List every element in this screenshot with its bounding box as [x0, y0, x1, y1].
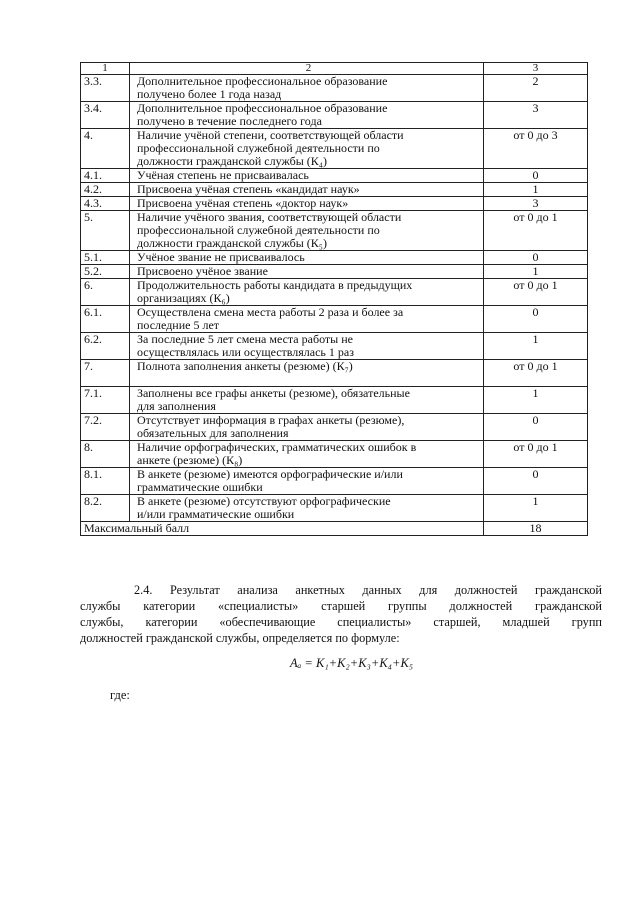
row-score: 0 [484, 169, 588, 183]
row-description [130, 211, 484, 251]
where-label: где: [110, 688, 130, 702]
row-number: 7. [81, 360, 130, 387]
row-description [130, 251, 484, 265]
row-description [130, 333, 484, 360]
description-line: для заполнения [137, 399, 216, 413]
row-number: 4.3. [81, 197, 130, 211]
row-score: от 0 до 1 [484, 441, 588, 468]
description-line: получено в течение последнего года [137, 114, 322, 128]
score-table [80, 62, 588, 536]
table-row [81, 468, 588, 495]
description-line: Присвоено учёное звание [137, 264, 268, 278]
row-description [130, 169, 484, 183]
description-line: Наличие учёной степени, соответствующей области [137, 128, 404, 142]
table-row [81, 360, 588, 387]
row-number: 4.1. [81, 169, 130, 183]
description-line: Присвоена учёная степень «кандидат наук» [137, 182, 360, 196]
row-description [130, 102, 484, 129]
description-line: профессиональной служебной деятельности по [137, 141, 380, 155]
table-row [81, 129, 588, 169]
row-number: 8. [81, 441, 130, 468]
description-line: В анкете (резюме) имеются орфографические и/или [137, 467, 403, 481]
row-number: 7.2. [81, 414, 130, 441]
row-description [130, 495, 484, 522]
description-line: Наличие учёного звания, соответствующей области [137, 210, 402, 224]
formula: Aₐ = K₁+K₂+K₃+K₄+K₅ [290, 656, 414, 670]
description-line: Дополнительное профессиональное образование [137, 101, 388, 115]
row-description [130, 129, 484, 169]
row-number: 3.4. [81, 102, 130, 129]
row-description [130, 265, 484, 279]
description-line: Заполнены все графы анкеты (резюме), обязательные [137, 386, 410, 400]
row-number: 7.1. [81, 387, 130, 414]
paragraph-line: службы, категории «обеспечивающие специалисты» старшей, младшей групп [80, 615, 602, 629]
row-score: от 0 до 1 [484, 360, 588, 387]
description-line: Полнота заполнения анкеты (резюме) (К₇) [137, 359, 353, 373]
row-score: 0 [484, 251, 588, 265]
row-score: 1 [484, 265, 588, 279]
description-line: осуществлялась или осуществлялась 1 раз [137, 345, 354, 359]
row-score: 3 [484, 197, 588, 211]
row-description [130, 197, 484, 211]
description-line: Учёная степень не присваивалась [137, 168, 309, 182]
table-row [81, 279, 588, 306]
description-line: грамматические ошибки [137, 480, 263, 494]
header-cell: 1 [81, 63, 130, 75]
header-cell: 3 [484, 63, 588, 75]
row-score: 1 [484, 183, 588, 197]
table-row [81, 75, 588, 102]
row-score: 0 [484, 468, 588, 495]
row-score: 3 [484, 102, 588, 129]
table-row [81, 333, 588, 360]
description-line: Дополнительное профессиональное образование [137, 74, 388, 88]
description-line: должности гражданской службы (К₄) [137, 154, 327, 168]
description-line: должности гражданской службы (К₅) [137, 236, 327, 250]
row-description [130, 279, 484, 306]
total-row [81, 522, 588, 536]
paragraph-line: службы категории «специалисты» старшей группы должностей гражданской [80, 599, 602, 613]
table-row [81, 169, 588, 183]
row-number: 5.1. [81, 251, 130, 265]
table-row [81, 441, 588, 468]
table-row [81, 306, 588, 333]
total-score: 18 [484, 522, 588, 536]
row-number: 4. [81, 129, 130, 169]
description-line: Присвоена учёная степень «доктор наук» [137, 196, 349, 210]
table-header-row [81, 63, 588, 75]
table-row [81, 414, 588, 441]
total-label: Максимальный балл [81, 522, 484, 536]
table-row [81, 251, 588, 265]
description-line: Отсутствует информация в графах анкеты (резюме), [137, 413, 405, 427]
row-description [130, 183, 484, 197]
description-line [137, 373, 480, 386]
row-description [130, 75, 484, 102]
row-score: от 0 до 1 [484, 279, 588, 306]
row-number: 5. [81, 211, 130, 251]
description-line: Осуществлена смена места работы 2 раза и более за [137, 305, 404, 319]
row-description [130, 414, 484, 441]
description-line: последние 5 лет [137, 318, 220, 332]
table-row [81, 265, 588, 279]
table-row [81, 102, 588, 129]
row-description [130, 468, 484, 495]
table-row [81, 211, 588, 251]
row-number: 8.1. [81, 468, 130, 495]
row-score: от 0 до 3 [484, 129, 588, 169]
row-score: 0 [484, 306, 588, 333]
table-row [81, 183, 588, 197]
description-line: Наличие орфографических, грамматических ошибок в [137, 440, 417, 454]
row-description [130, 441, 484, 468]
row-number: 6.2. [81, 333, 130, 360]
description-line: Учёное звание не присваивалось [137, 250, 305, 264]
table-row [81, 387, 588, 414]
description-line: В анкете (резюме) отсутствуют орфографические [137, 494, 391, 508]
row-number: 6. [81, 279, 130, 306]
table-row [81, 495, 588, 522]
description-line: организациях (К₆) [137, 291, 230, 305]
description-line: За последние 5 лет смена места работы не [137, 332, 353, 346]
row-description [130, 387, 484, 414]
description-line: получено более 1 года назад [137, 87, 282, 101]
paragraph-line: должностей гражданской службы, определяется по формуле: [80, 631, 400, 645]
row-score: 1 [484, 387, 588, 414]
description-line: анкете (резюме) (К₈) [137, 453, 243, 467]
row-score: 1 [484, 495, 588, 522]
row-number: 3.3. [81, 75, 130, 102]
description-line: Продолжительность работы кандидата в предыдущих [137, 278, 413, 292]
row-number: 6.1. [81, 306, 130, 333]
paragraph-line: 2.4. Результат анализа анкетных данных для должностей гражданской [134, 583, 602, 597]
description-line: и/или грамматические ошибки [137, 507, 295, 521]
row-number: 5.2. [81, 265, 130, 279]
description-line: профессиональной служебной деятельности по [137, 223, 380, 237]
row-score: от 0 до 1 [484, 211, 588, 251]
description-line: обязательных для заполнения [137, 426, 289, 440]
row-score: 0 [484, 414, 588, 441]
row-score: 1 [484, 333, 588, 360]
row-description [130, 360, 484, 387]
table-row [81, 197, 588, 211]
row-description [130, 306, 484, 333]
row-number: 8.2. [81, 495, 130, 522]
row-score: 2 [484, 75, 588, 102]
row-number: 4.2. [81, 183, 130, 197]
header-cell: 2 [130, 63, 484, 75]
paragraph-2-4 [80, 582, 602, 646]
